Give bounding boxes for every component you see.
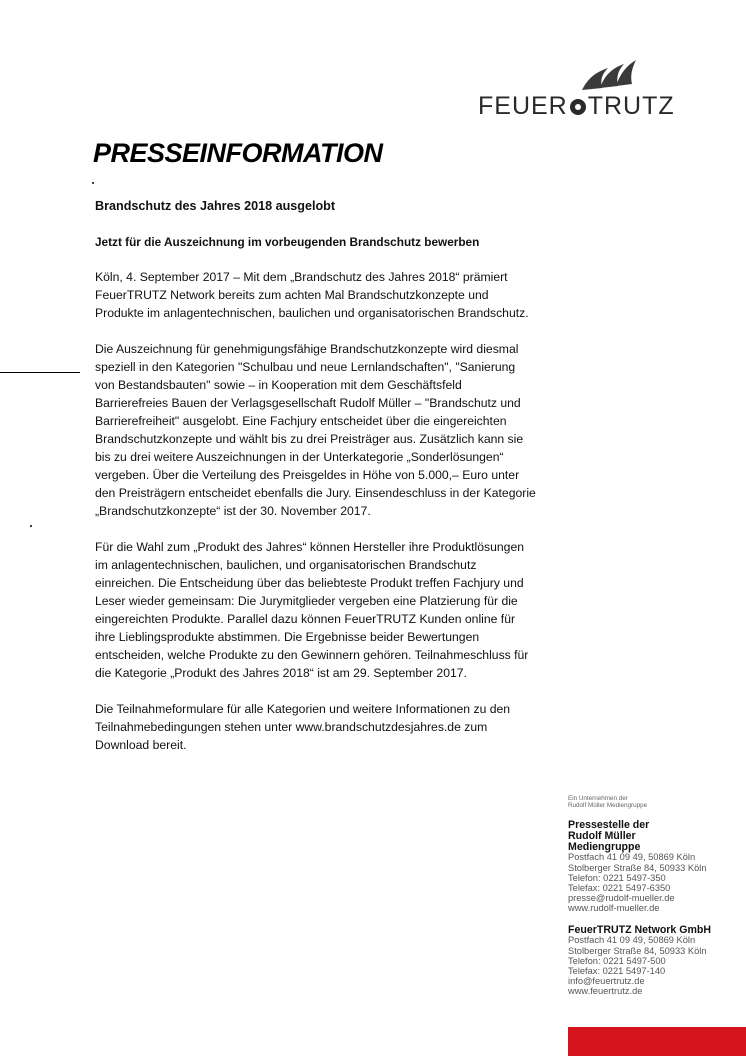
phone-line: Telefon: 0221 5497-500 — [568, 955, 666, 966]
paragraph-konzepte: Die Auszeichnung für genehmigungsfähige Brandschutzkonzepte wird diesmal speziell in den Kategorien "Schulbau und neue Lernlandschaften", "Sanierung von Bestandsbauten" sowie – in Kooperation mit dem Geschäftsfeld Barrierefreies Bauen der Verlagsgesellschaft Rudolf Müller – "Brandschutz und Barrierefreiheit" ausgelobt. Eine Fachjury entscheidet über die eingereichten Brandschutzkonzepte und wählt bis zu drei Preisträger aus. Zusätzlich kann sie bis zu drei weitere Auszeichnungen in der Unterkategorie „Sonderlösungen“ vergeben. Über die Verteilung des Preisgeldes in Höhe von 5.000,– Euro unter den Preisträgern entscheidet ebenfalls die Jury. Einsendeschluss in der Kategorie „Brandschutzkonzepte“ ist der 30. November 2017. — [95, 342, 536, 518]
phone-line: Telefon: 0221 5497-350 — [568, 872, 666, 883]
tagline-line: Rudolf Müller Mediengruppe — [568, 802, 648, 809]
address-line: Stolberger Straße 84, 50933 Köln — [568, 945, 707, 956]
address-line: Postfach 41 09 49, 50869 Köln — [568, 935, 696, 946]
fax-line: Telefax: 0221 5497-140 — [568, 966, 666, 977]
fax-line: Telefax: 0221 5497-6350 — [568, 883, 671, 893]
email-link[interactable]: info@feuertrutz.de — [568, 976, 645, 987]
paragraph-teilnahme: Die Teilnahmeformulare für alle Kategorien und weitere Informationen zu den Teilnahmebedingungen stehen unter www.brandschutzdesjahres.de zum Download bereit. — [95, 702, 511, 752]
press-office-block — [568, 820, 746, 914]
logo-text-right: TRUTZ — [587, 92, 675, 120]
company-tagline — [568, 795, 746, 809]
address-line: Stolberger Straße 84, 50933 Köln — [568, 862, 707, 873]
tagline-line: Ein Unternehmen der — [568, 795, 628, 802]
bullet-mark — [30, 525, 32, 527]
network-block — [568, 925, 746, 997]
network-title: FeuerTRUTZ Network GmbH — [568, 923, 712, 936]
website-link[interactable]: www.feuertrutz.de — [568, 986, 643, 997]
accent-bar — [568, 1027, 746, 1056]
fold-mark-line — [0, 372, 80, 373]
logo-text-left: FEUER — [478, 92, 568, 120]
logo-dot-icon — [570, 99, 586, 115]
bullet-mark — [92, 182, 94, 184]
subheadline: Jetzt für die Auszeichnung im vorbeugenden Brandschutz bewerben — [95, 235, 480, 249]
contact-sidebar — [568, 795, 746, 997]
flame-icon — [578, 58, 638, 92]
headline: Brandschutz des Jahres 2018 ausgelobt — [95, 199, 336, 213]
press-office-title: Pressestelle der — [568, 819, 650, 831]
logo-wordmark — [478, 92, 675, 121]
address-line: Postfach 41 09 49, 50869 Köln — [568, 852, 696, 863]
page-title: PRESSEINFORMATION — [93, 138, 383, 168]
email-link[interactable]: presse@rudolf-mueller.de — [568, 893, 675, 904]
website-link[interactable]: www.rudolf-mueller.de — [568, 903, 660, 914]
press-office-title: Mediengruppe — [568, 840, 641, 853]
paragraph-produkt: Für die Wahl zum „Produkt des Jahres“ können Hersteller ihre Produktlösungen im anlagentechnischen, baulichen, und organisatorischen Brandschutz einreichen. Die Entscheidung über das beliebteste Produkt treffen Fachjury und Leser wieder gemeinsam: Die Jurymitglieder vergeben eine Platzierung für die eingereichten Produkte. Parallel dazu können FeuerTRUTZ Kunden online für ihre Lieblingsprodukte abstimmen. Die Ergebnisse beider Bewertungen entscheiden, welche Produkte zu den Gewinnern gehören. Teilnahmeschluss für die Kategorie „Produkt des Jahres 2018“ ist am 29. September 2017. — [95, 540, 529, 680]
feuertrutz-logo — [478, 58, 710, 120]
press-office-title: Rudolf Müller — [568, 829, 636, 842]
paragraph-intro: Köln, 4. September 2017 – Mit dem „Brandschutz des Jahres 2018“ prämiert FeuerTRUTZ Network bereits zum achten Mal Brandschutzkonzepte und Produkte im anlagentechnischen, baulichen und organisatorischen Brandschutz. — [95, 270, 529, 320]
press-release-body — [95, 197, 565, 772]
